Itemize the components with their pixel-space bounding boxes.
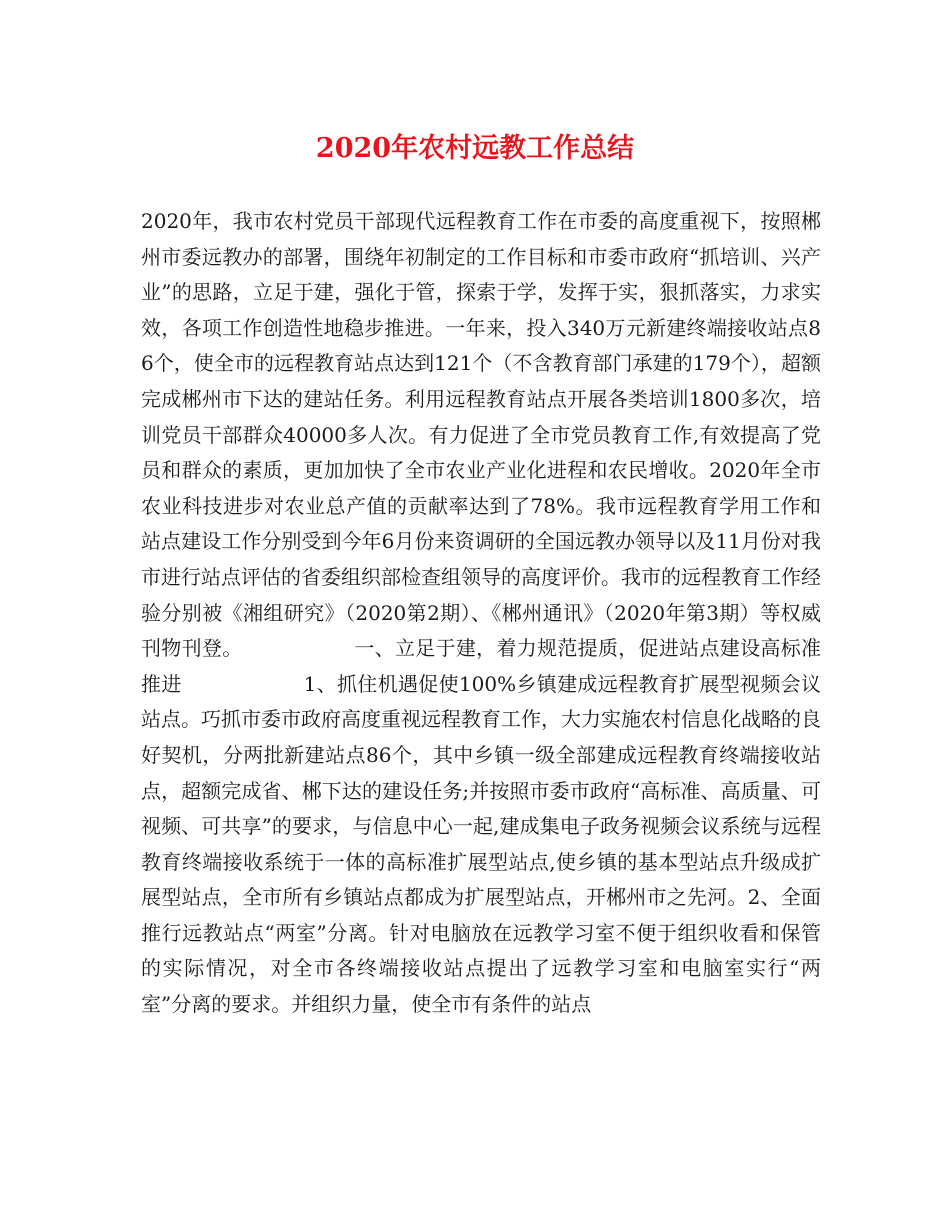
document-title: 2020年农村远教工作总结 bbox=[315, 133, 635, 164]
document-body: 2020年，我市农村党员干部现代远程教育工作在市委的高度重视下，按照郴州市委远教办的部署，围绕年初制定的工作目标和市委市政府“抓培训、兴产业”的思路，立足于建，强化于管，探索于学，发挥于实，狠抓落实，力求实效，各项工作创造性地稳步推进。一年来，投入340万元新建终端接收站点86个，使全市的远程教育站点达到121个（不含教育部门承建的179个），超额完成郴州市下达的建站任务。利用远程教育站点开展各类培训1800多次，培训党员干部群众40000多人次。有力促进了全市党员教育工作,有效提高了党员和群众的素质，更加加快了全市农业产业化进程和农民增收。2020年全市农业科技进步对农业总产值的贡献率达到了78%。我市远程教育学用工作和站点建设工作分别受到今年6月份来资调研的全国远教办领导以及11月份对我市进行站点评估的省委组织部检查组领导的高度评价。我市的远程教育工作经验分别被《湘组研究》（2020第2期）、《郴州通讯》（2020年第3期）等权威刊物刊登。 一、立足于建，着力规范提质，促进站点建设高标准推进 1、抓住机遇促使100%乡镇建成远程教育扩展型视频会议站点。巧抓市委市政府高度重视远程教育工作，大力实施农村信息化战略的良好契机，分两批新建站点86个，其中乡镇一级全部建成远程教育终端接收站点，超额完成省、郴下达的建设任务;并按照市委市政府“高标准、高质量、可视频、可共享”的要求，与信息中心一起,建成集电子政务视频会议系统与远程教育终端接收系统于一体的高标准扩展型站点,使乡镇的基本型站点升级成扩展型站点，全市所有乡镇站点都成为扩展型站点，开郴州市之先河。2、全面推行远教站点“两室”分离。针对电脑放在远教学习室不便于组织收看和保管的实际情况，对全市各终端接收站点提出了远教学习室和电脑室实行“两室”分离的要求。并组织力量，使全市有条件的站点 bbox=[141, 209, 821, 1017]
